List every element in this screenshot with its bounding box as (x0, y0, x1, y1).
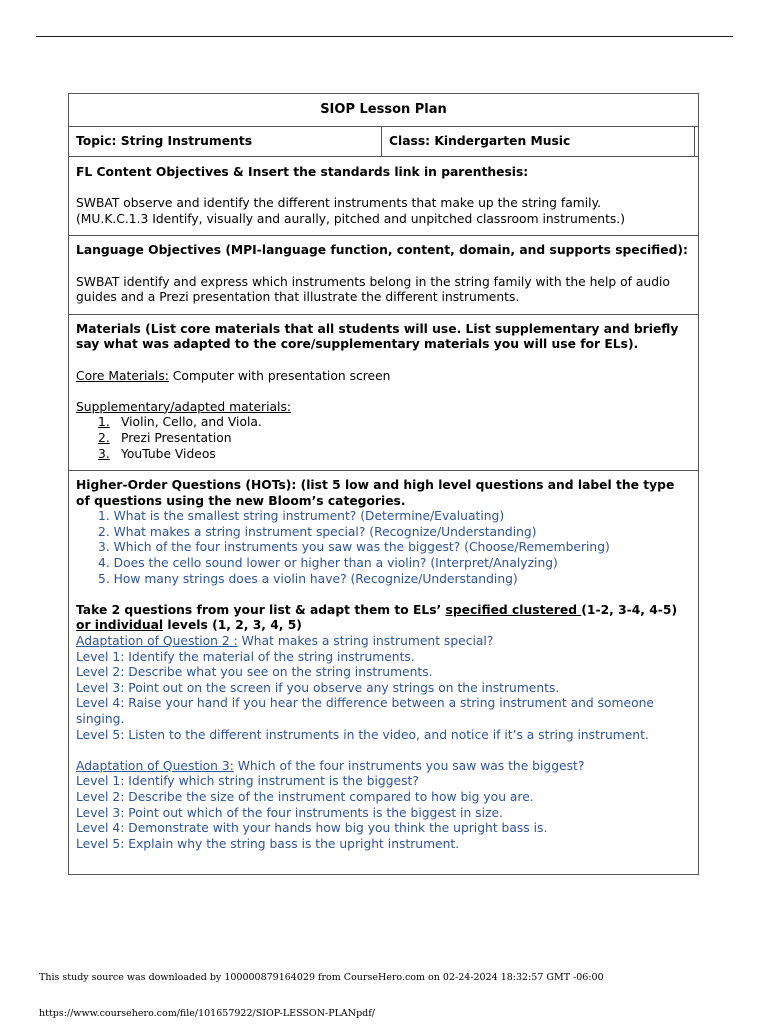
language-objectives-section (69, 235, 698, 313)
top-rule (36, 36, 733, 37)
level-line: Level 2: Describe the size of the instrument compared to how big you are. (76, 789, 534, 804)
page-title: SIOP Lesson Plan (320, 102, 447, 118)
list-item: 1. What is the smallest string instrument? (Determine/Evaluating) (98, 509, 505, 524)
materials-section (69, 314, 698, 470)
title-row (69, 94, 698, 126)
level-line: Level 3: Point out which of the four instruments is the biggest in size. (76, 805, 503, 820)
core-materials (76, 369, 691, 385)
content-objective-standard: (MU.K.C.1.3 Identify, visually and aurally, pitched and unpitched classroom instruments.) (76, 211, 626, 226)
list-item: 1. Violin, Cello, and Viola. (98, 415, 262, 430)
supplementary-materials-label: Supplementary/adapted materials: (76, 399, 292, 414)
topic-cell: Topic: String Instruments (69, 127, 382, 156)
level-line: Level 4: Raise your hand if you hear the difference between a string instrument and someone singing. (76, 696, 654, 726)
content-objectives-section (69, 156, 698, 235)
hots-question-list (76, 509, 691, 587)
adaptation-question-2 (76, 634, 691, 743)
supplementary-materials-list (76, 415, 691, 462)
adaptation-title: Adaptation of Question 3: Which of the four instruments you saw was the biggest? (76, 758, 585, 773)
adaptation-heading: Take 2 questions from your list & adapt them to ELs’ specified clustered (1-2, 3-4, 4-5) or individual levels (1, 2, 3, 4, 5) (76, 602, 678, 633)
lesson-plan-table (68, 93, 699, 875)
adaptation-question-3 (76, 759, 691, 853)
content-objectives-heading: FL Content Objectives & Insert the standards link in parenthesis: (76, 165, 529, 179)
list-item: 4. Does the cello sound lower or higher than a violin? (Interpret/Analyzing) (98, 556, 558, 571)
core-materials-label: Core Materials: (76, 368, 169, 383)
level-line: Level 5: Listen to the different instruments in the video, and notice if it’s a string instrument. (76, 727, 649, 742)
materials-heading: Materials (List core materials that all students will use. List supplementary and briefly say what was adapted to the core/supplementary materials you will use for ELs). (76, 321, 679, 352)
list-item: 2. Prezi Presentation (98, 430, 232, 445)
topic-row (69, 126, 698, 156)
source-url: https://www.coursehero.com/file/101657922/SIOP-LESSON-PLANpdf/ (39, 1008, 375, 1019)
level-line: Level 1: Identify which string instrument is the biggest? (76, 774, 419, 789)
list-item: 5. How many strings does a violin have? (Recognize/Understanding) (98, 571, 518, 586)
level-line: Level 4: Demonstrate with your hands how big you think the upright bass is. (76, 821, 548, 836)
content-objective-line: SWBAT observe and identify the different instruments that make up the string family. (76, 196, 602, 211)
list-item: 2. What makes a string instrument special? (Recognize/Understanding) (98, 524, 537, 539)
level-line: Level 3: Point out on the screen if you observe any strings on the instruments. (76, 680, 560, 695)
level-line: Level 5: Explain why the string bass is the upright instrument. (76, 836, 460, 851)
download-note: This study source was downloaded by 100000879164029 from CourseHero.com on 02-24-2024 18:32:57 GMT -06:00 (39, 972, 604, 983)
adaptation-title: Adaptation of Question 2 : What makes a string instrument special? (76, 634, 494, 649)
language-objectives-text: SWBAT identify and express which instruments belong in the string family with the help of audio guides and a Prezi presentation that illustrate the different instruments. (76, 274, 670, 305)
list-item: 3. YouTube Videos (98, 446, 216, 461)
hots-heading: Higher-Order Questions (HOTs): (list 5 low and high level questions and label the type of questions using the new Bloom’s categories. (76, 478, 675, 508)
class-cell: Class: Kindergarten Music (382, 127, 695, 156)
language-objectives-heading: Language Objectives (MPI-language function, content, domain, and supports specified): (76, 243, 688, 258)
list-item: 3. Which of the four instruments you saw was the biggest? (Choose/Remembering) (98, 540, 610, 555)
core-materials-value: Computer with presentation screen (168, 368, 391, 383)
hots-section (69, 470, 698, 874)
level-line: Level 2: Describe what you see on the string instruments. (76, 665, 433, 680)
level-line: Level 1: Identify the material of the string instruments. (76, 649, 415, 664)
